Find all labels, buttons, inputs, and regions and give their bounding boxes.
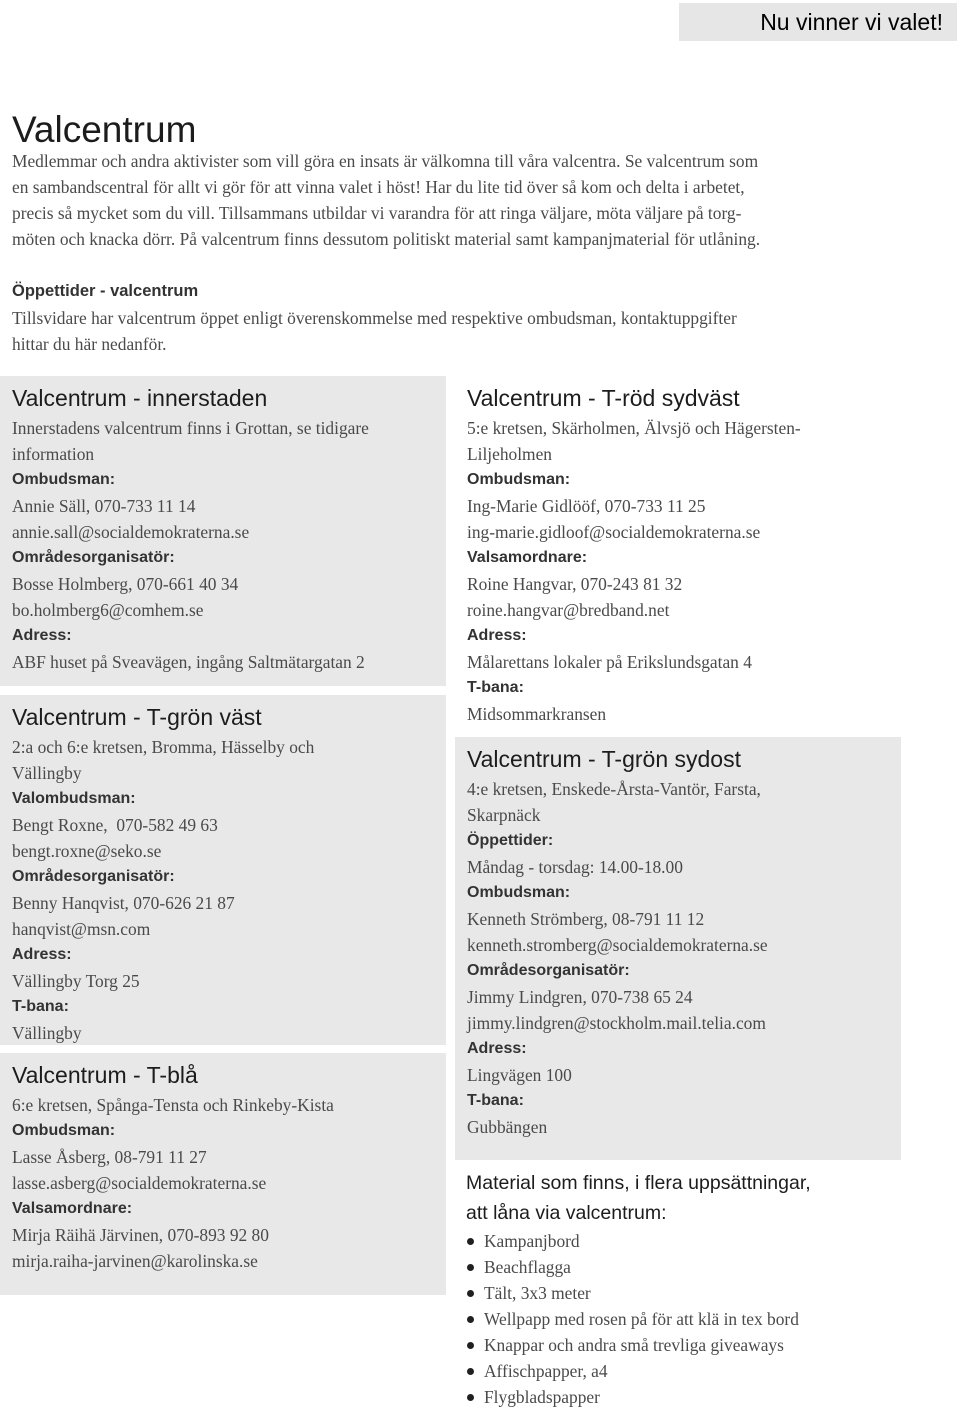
center-tbla xyxy=(0,1053,446,1295)
ombudsman-contact: Annie Säll, 070-733 11 14 xyxy=(12,496,196,516)
center-title: Valcentrum - T-röd sydväst xyxy=(467,385,740,411)
center-description: Liljeholmen xyxy=(467,444,553,464)
center-description: 4:e kretsen, Enskede-Årsta-Vantör, Farsta, xyxy=(467,779,761,799)
material-section xyxy=(466,1168,926,1410)
center-tgron-vast xyxy=(0,695,446,1045)
address-value: ABF huset på Sveavägen, ingång Saltmätargatan 2 xyxy=(12,652,365,672)
coordinator-contact: Mirja Räihä Järvinen, 070-893 92 80 xyxy=(12,1225,269,1245)
list-item-label: Tält, 3x3 meter xyxy=(484,1283,591,1303)
center-description: information xyxy=(12,444,95,464)
ombudsman-label: Valombudsman: xyxy=(12,790,136,807)
center-description: Innerstadens valcentrum finns i Grottan, se tidigare xyxy=(12,418,369,438)
list-item xyxy=(466,1228,926,1254)
material-title: att låna via valcentrum: xyxy=(466,1202,667,1224)
list-item xyxy=(466,1384,926,1410)
address-label: Adress: xyxy=(12,946,72,963)
list-item-label: Knappar och andra små trevliga giveaways xyxy=(484,1335,784,1355)
list-item-label: Flygbladspapper xyxy=(484,1387,600,1407)
subway-station: Midsommarkransen xyxy=(467,704,607,724)
organizer-email[interactable]: jimmy.lindgren@stockholm.mail.telia.com xyxy=(467,1013,766,1033)
opening-hours-heading: Öppettider - valcentrum xyxy=(12,282,199,300)
header-banner xyxy=(679,3,957,41)
center-description: 6:e kretsen, Spånga-Tensta och Rinkeby-Kista xyxy=(12,1095,334,1115)
address-value: Lingvägen 100 xyxy=(467,1065,572,1085)
ombudsman-label: Ombudsman: xyxy=(467,471,571,488)
intro-line: precis så mycket som du vill. Tillsammans utbildar vi varandra för att ringa väljare, möta väljare på torg- xyxy=(12,203,742,223)
subway-label: T-bana: xyxy=(467,679,524,696)
address-value: Målarettans lokaler på Erikslundsgatan 4 xyxy=(467,652,752,672)
coordinator-contact: Roine Hangvar, 070-243 81 32 xyxy=(467,574,683,594)
material-list xyxy=(466,1228,926,1410)
center-trod-sydvast xyxy=(455,376,901,736)
coordinator-email[interactable]: mirja.raiha-jarvinen@karolinska.se xyxy=(12,1251,258,1271)
intro-line: möten och knacka dörr. På valcentrum finns dessutom politiskt material samt kampanjmaterial för utlåning. xyxy=(12,229,761,249)
subway-label: T-bana: xyxy=(467,1092,524,1109)
subway-label: T-bana: xyxy=(12,998,69,1015)
ombudsman-contact: Bengt Roxne, 070-582 49 63 xyxy=(12,815,218,835)
center-description: 2:a och 6:e kretsen, Bromma, Hässelby och xyxy=(12,737,315,757)
list-item xyxy=(466,1332,926,1358)
bullet-icon xyxy=(467,1238,474,1245)
organizer-contact: Benny Hanqvist, 070-626 21 87 xyxy=(12,893,235,913)
organizer-label: Områdesorganisatör: xyxy=(12,549,175,566)
intro-paragraph xyxy=(12,148,932,252)
organizer-email[interactable]: bo.holmberg6@comhem.se xyxy=(12,600,204,620)
organizer-email[interactable]: hanqvist@msn.com xyxy=(12,919,151,939)
ombudsman-email[interactable]: bengt.roxne@seko.se xyxy=(12,841,162,861)
list-item-label: Beachflagga xyxy=(484,1257,571,1277)
page-title: Valcentrum xyxy=(12,109,197,150)
opening-hours-label: Öppettider: xyxy=(467,832,554,849)
subway-station: Gubbängen xyxy=(467,1117,548,1137)
ombudsman-contact: Lasse Åsberg, 08-791 11 27 xyxy=(12,1147,207,1167)
ombudsman-email[interactable]: kenneth.stromberg@socialdemokraterna.se xyxy=(467,935,768,955)
opening-hours-line: hittar du här nedanför. xyxy=(12,334,167,354)
bullet-icon xyxy=(467,1316,474,1323)
ombudsman-email[interactable]: lasse.asberg@socialdemokraterna.se xyxy=(12,1173,267,1193)
address-label: Adress: xyxy=(467,1040,527,1057)
header-title: Nu vinner vi valet! xyxy=(760,9,943,35)
bullet-icon xyxy=(467,1264,474,1271)
organizer-label: Områdesorganisatör: xyxy=(467,962,630,979)
center-description: Vällingby xyxy=(12,763,82,783)
bullet-icon xyxy=(467,1368,474,1375)
ombudsman-email[interactable]: annie.sall@socialdemokraterna.se xyxy=(12,522,250,542)
ombudsman-contact: Ing-Marie Gidlööf, 070-733 11 25 xyxy=(467,496,706,516)
opening-hours-value: Måndag - torsdag: 14.00-18.00 xyxy=(467,857,683,877)
list-item xyxy=(466,1306,926,1332)
ombudsman-contact: Kenneth Strömberg, 08-791 11 12 xyxy=(467,909,705,929)
list-item xyxy=(466,1280,926,1306)
address-value: Vällingby Torg 25 xyxy=(12,971,140,991)
list-item-label: Wellpapp med rosen på för att klä in tex bord xyxy=(484,1309,799,1329)
bullet-icon xyxy=(467,1394,474,1401)
center-description: Skarpnäck xyxy=(467,805,541,825)
list-item xyxy=(466,1358,926,1384)
center-title: Valcentrum - T-grön väst xyxy=(12,704,262,730)
center-title: Valcentrum - T-blå xyxy=(12,1062,198,1088)
intro-line: Medlemmar och andra aktivister som vill göra en insats är välkomna till våra valcentra. Se valcentrum som xyxy=(12,151,759,171)
list-item-label: Affischpapper, a4 xyxy=(484,1361,608,1381)
coordinator-label: Valsamordnare: xyxy=(467,549,588,566)
address-label: Adress: xyxy=(467,627,527,644)
center-title: Valcentrum - innerstaden xyxy=(12,385,268,411)
organizer-contact: Jimmy Lindgren, 070-738 65 24 xyxy=(467,987,693,1007)
address-label: Adress: xyxy=(12,627,72,644)
subway-station: Vällingby xyxy=(12,1023,82,1043)
organizer-label: Områdesorganisatör: xyxy=(12,868,175,885)
ombudsman-label: Ombudsman: xyxy=(12,1122,116,1139)
center-title: Valcentrum - T-grön sydost xyxy=(467,746,741,772)
center-innerstaden xyxy=(0,376,446,686)
intro-line: en sambandscentral för allt vi gör för att vinna valet i höst! Har du lite tid över så kom och delta i arbetet, xyxy=(12,177,745,197)
ombudsman-label: Ombudsman: xyxy=(467,884,571,901)
ombudsman-email[interactable]: ing-marie.gidloof@socialdemokraterna.se xyxy=(467,522,761,542)
opening-hours-text xyxy=(12,305,912,357)
bullet-icon xyxy=(467,1290,474,1297)
material-title: Material som finns, i flera uppsättningar, xyxy=(466,1172,811,1194)
center-tgron-sydost xyxy=(455,737,901,1160)
coordinator-email[interactable]: roine.hangvar@bredband.net xyxy=(467,600,670,620)
list-item xyxy=(466,1254,926,1280)
ombudsman-label: Ombudsman: xyxy=(12,471,116,488)
list-item-label: Kampanjbord xyxy=(484,1231,580,1251)
center-description: 5:e kretsen, Skärholmen, Älvsjö och Hägersten- xyxy=(467,418,801,438)
opening-hours-line: Tillsvidare har valcentrum öppet enligt överenskommelse med respektive ombudsman, kontaktuppgifter xyxy=(12,308,737,328)
coordinator-label: Valsamordnare: xyxy=(12,1200,133,1217)
organizer-contact: Bosse Holmberg, 070-661 40 34 xyxy=(12,574,239,594)
bullet-icon xyxy=(467,1342,474,1349)
